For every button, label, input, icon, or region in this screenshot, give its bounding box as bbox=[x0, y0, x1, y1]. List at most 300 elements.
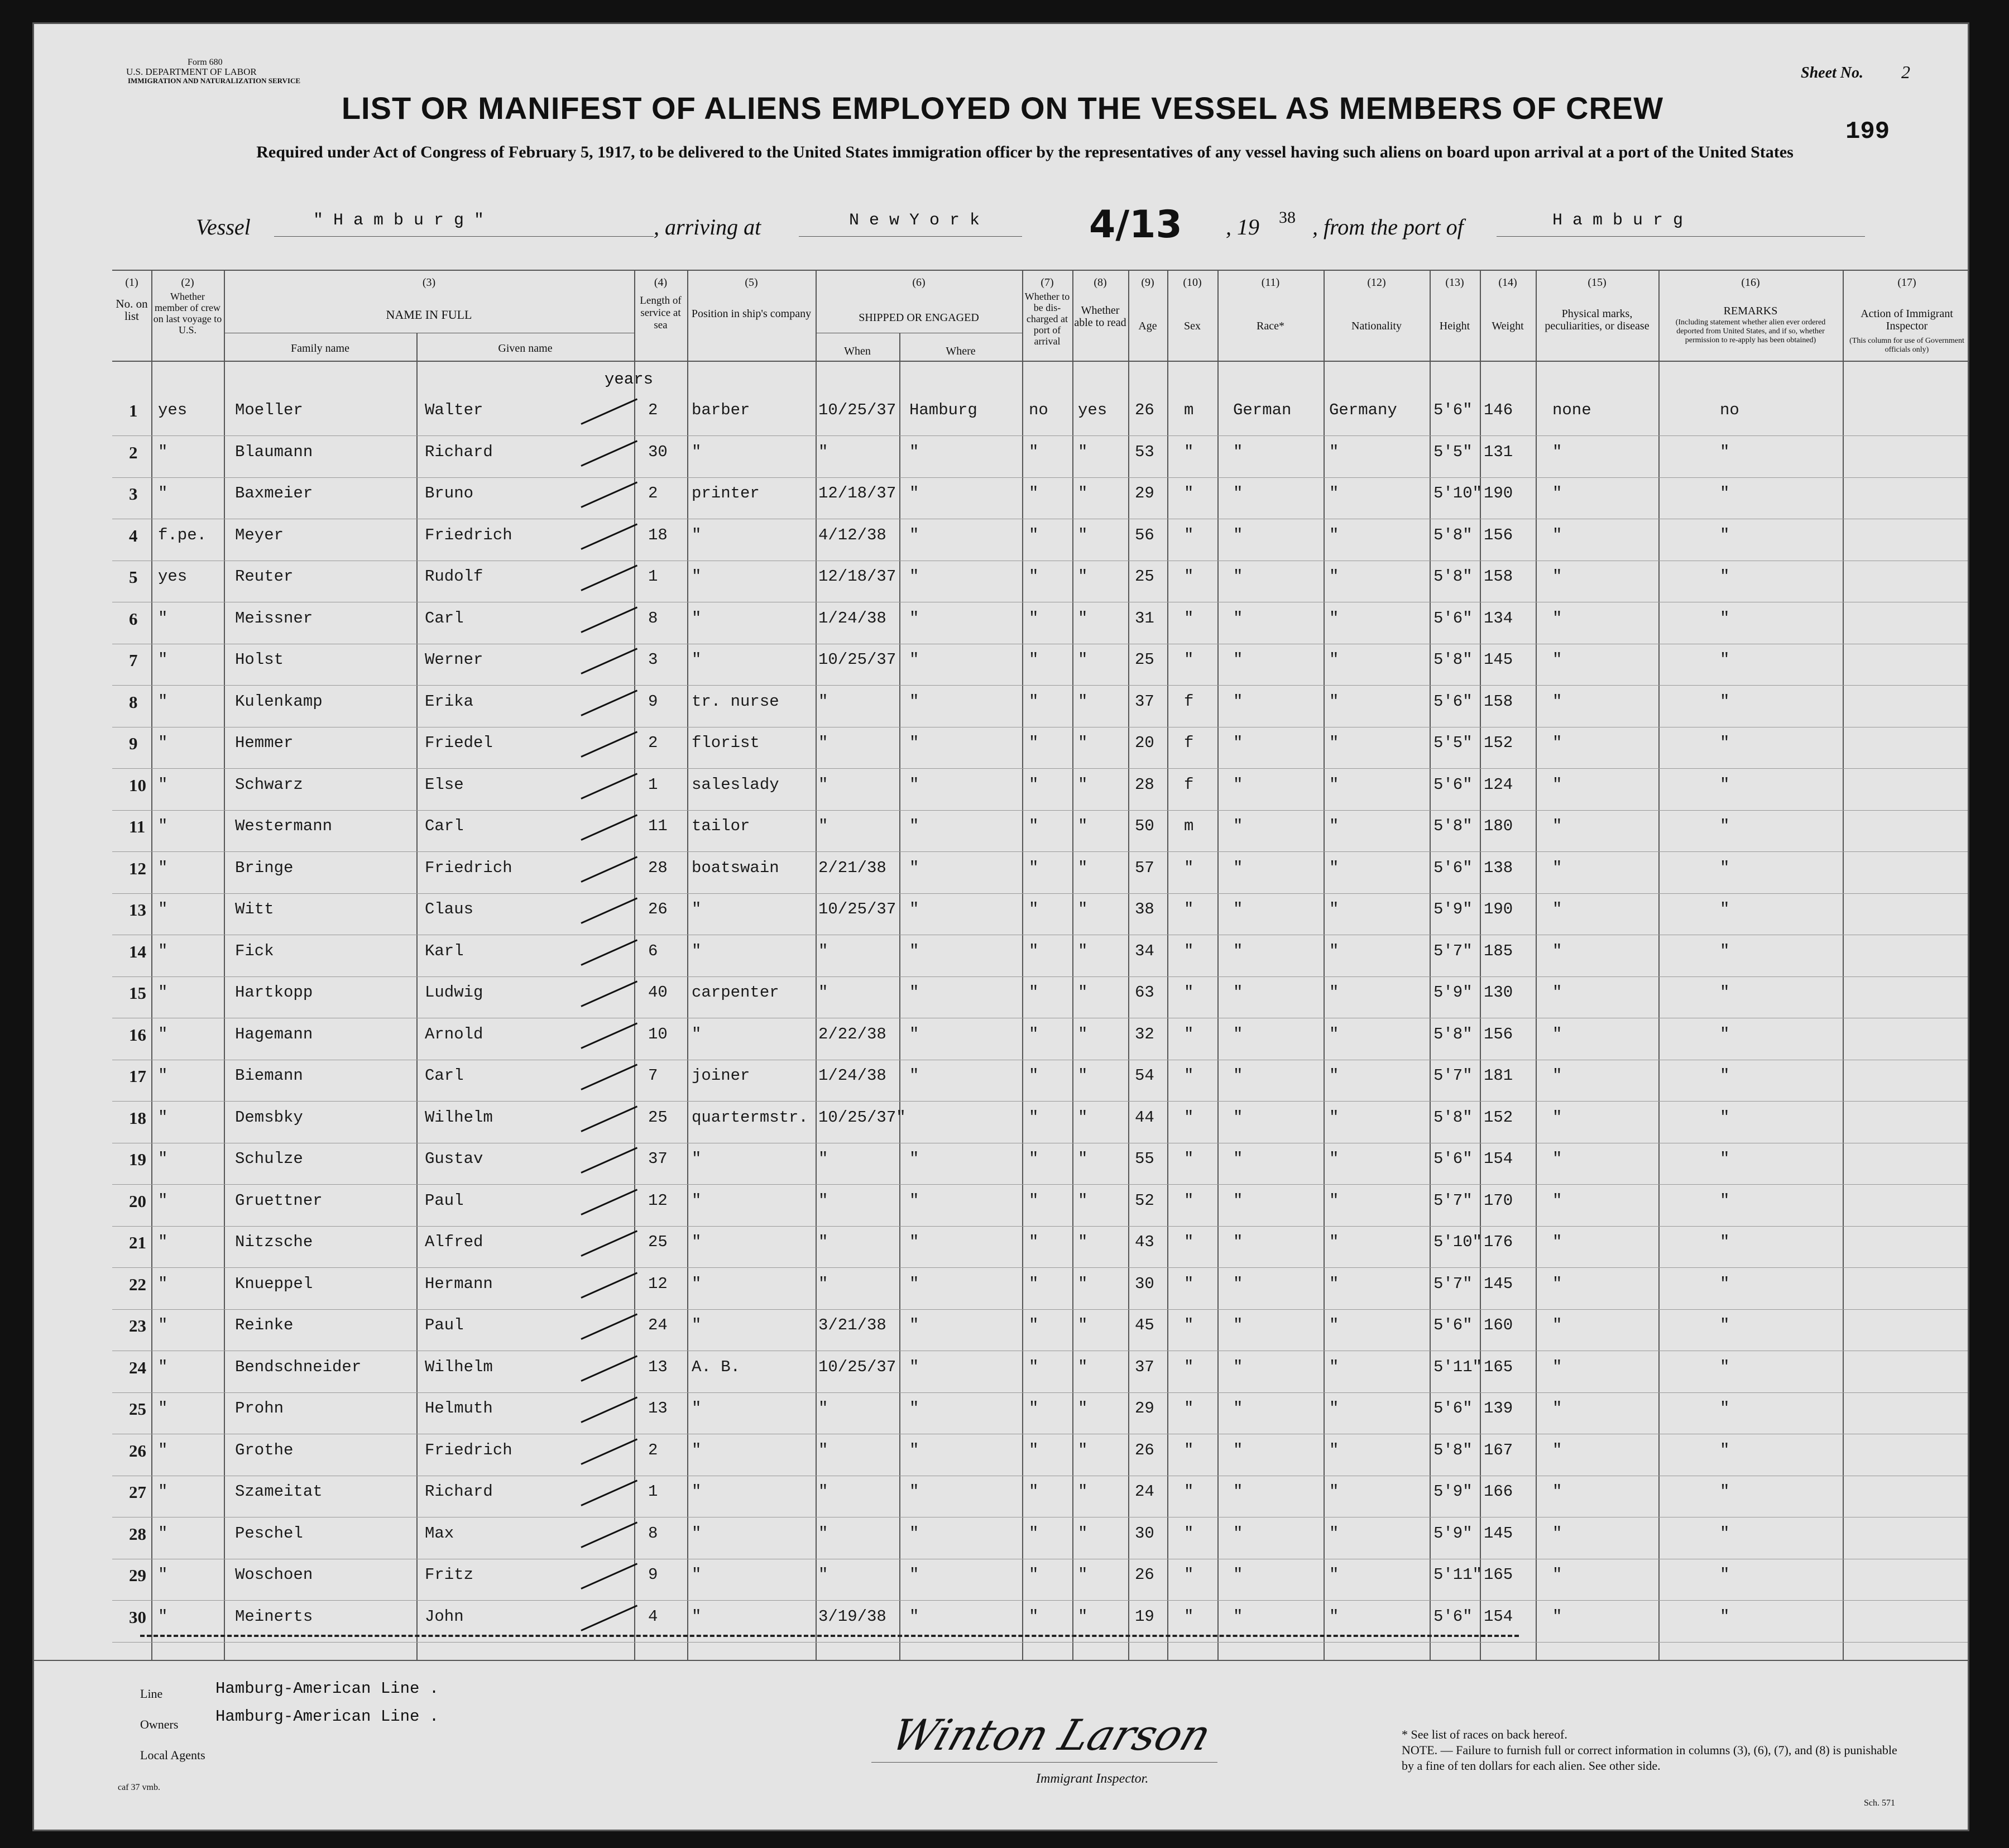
crew-cell: " bbox=[158, 1150, 168, 1168]
shipped-when: 2/22/38 bbox=[818, 1024, 886, 1043]
marks-cell: " bbox=[1552, 1482, 1562, 1501]
race-cell: " bbox=[1233, 609, 1243, 628]
race-cell: " bbox=[1233, 692, 1243, 711]
age-cell: 54 bbox=[1135, 1066, 1154, 1085]
age-cell: 19 bbox=[1135, 1607, 1154, 1626]
row-rule bbox=[112, 893, 1969, 894]
age-cell: 25 bbox=[1135, 650, 1154, 669]
shipped-where: " bbox=[909, 1024, 919, 1043]
remarks-cell: " bbox=[1720, 1274, 1730, 1293]
remarks-cell: " bbox=[1720, 900, 1730, 918]
position-cell: " bbox=[692, 609, 702, 628]
remarks-cell: " bbox=[1720, 567, 1730, 586]
weight-cell: 146 bbox=[1484, 401, 1513, 419]
family-name: Demsbky bbox=[235, 1108, 303, 1127]
marks-cell: " bbox=[1552, 1150, 1562, 1168]
check-mark bbox=[581, 1189, 637, 1215]
sex-cell: " bbox=[1184, 1607, 1194, 1626]
position-cell: " bbox=[692, 1274, 702, 1293]
col-number-11: (11) bbox=[1261, 276, 1280, 289]
sex-cell: " bbox=[1184, 1524, 1194, 1543]
crew-cell: " bbox=[158, 650, 168, 669]
read-cell: " bbox=[1078, 1565, 1088, 1584]
marks-cell: none bbox=[1552, 401, 1591, 419]
given-name: Carl bbox=[425, 817, 464, 835]
discharged-cell: " bbox=[1029, 775, 1039, 794]
position-cell: " bbox=[692, 650, 702, 669]
agents-label: Local Agents bbox=[140, 1748, 205, 1762]
height-cell: 5'7" bbox=[1433, 1191, 1473, 1210]
weight-cell: 134 bbox=[1484, 609, 1513, 628]
age-cell: 32 bbox=[1135, 1024, 1154, 1043]
height-cell: 5'6" bbox=[1433, 609, 1473, 628]
col-header-service: Length of service at sea bbox=[640, 295, 682, 331]
shipped-when: 10/25/37 bbox=[818, 900, 896, 918]
from-label: , from the port of bbox=[1312, 214, 1464, 240]
given-name: Richard bbox=[425, 442, 493, 461]
row-number: 17 bbox=[129, 1066, 146, 1086]
row-number: 13 bbox=[129, 900, 146, 920]
age-cell: 26 bbox=[1135, 1440, 1154, 1459]
age-cell: 53 bbox=[1135, 442, 1154, 461]
arriving-label: , arriving at bbox=[654, 214, 761, 240]
shipped-where: " bbox=[909, 692, 919, 711]
height-cell: 5'8" bbox=[1433, 1108, 1473, 1127]
remarks-cell: " bbox=[1720, 484, 1730, 502]
family-name: Moeller bbox=[235, 401, 303, 419]
service-name: IMMIGRATION AND NATURALIZATION SERVICE bbox=[128, 76, 301, 85]
penalty-note: NOTE. — Failure to furnish full or correct information in columns (3), (6), (7), and (8) is punishable by a fine of ten dollars for each alien. See other side. bbox=[1402, 1743, 1897, 1773]
race-cell: " bbox=[1233, 941, 1243, 960]
position-cell: " bbox=[692, 525, 702, 544]
read-cell: " bbox=[1078, 1233, 1088, 1251]
read-cell: " bbox=[1078, 1191, 1088, 1210]
shipped-where: " bbox=[909, 775, 919, 794]
check-mark bbox=[581, 1480, 637, 1506]
height-cell: 5'9" bbox=[1433, 1482, 1473, 1501]
row-rule bbox=[112, 435, 1969, 436]
height-cell: 5'6" bbox=[1433, 775, 1473, 794]
check-mark bbox=[581, 1064, 637, 1090]
family-name: Prohn bbox=[235, 1399, 284, 1418]
check-mark bbox=[581, 1521, 637, 1548]
position-cell: " bbox=[692, 1150, 702, 1168]
marks-cell: " bbox=[1552, 941, 1562, 960]
marks-cell: " bbox=[1552, 1440, 1562, 1459]
row-number: 14 bbox=[129, 941, 146, 961]
sex-cell: " bbox=[1184, 1357, 1194, 1376]
remarks-cell: " bbox=[1720, 442, 1730, 461]
sex-cell: " bbox=[1184, 1108, 1194, 1127]
shipped-where: " bbox=[909, 1233, 919, 1251]
read-cell: " bbox=[1078, 775, 1088, 794]
given-name: Fritz bbox=[425, 1565, 474, 1584]
row-number: 12 bbox=[129, 858, 146, 878]
arrival-date: 4/13 bbox=[1089, 203, 1182, 247]
years-label: years bbox=[605, 370, 654, 389]
remarks-cell: " bbox=[1720, 525, 1730, 544]
marks-cell: " bbox=[1552, 692, 1562, 711]
shipped-when: " bbox=[818, 983, 828, 1002]
shipped-where: Hamburg bbox=[909, 401, 977, 419]
service-length: 25 bbox=[648, 1233, 668, 1251]
check-mark bbox=[581, 606, 637, 633]
crew-cell: " bbox=[158, 1316, 168, 1334]
crew-cell: " bbox=[158, 983, 168, 1002]
marks-cell: " bbox=[1552, 1316, 1562, 1334]
check-mark bbox=[581, 1355, 637, 1381]
nationality-cell: " bbox=[1329, 1524, 1339, 1543]
race-cell: " bbox=[1233, 1233, 1243, 1251]
remarks-cell: " bbox=[1720, 1399, 1730, 1418]
nationality-cell: " bbox=[1329, 1357, 1339, 1376]
row-rule bbox=[112, 1101, 1969, 1102]
service-length: 30 bbox=[648, 442, 668, 461]
row-rule bbox=[112, 976, 1969, 977]
row-rule bbox=[112, 851, 1969, 852]
weight-cell: 145 bbox=[1484, 1524, 1513, 1543]
height-cell: 5'10" bbox=[1433, 484, 1483, 502]
race-cell: " bbox=[1233, 1482, 1243, 1501]
sex-cell: " bbox=[1184, 567, 1194, 586]
line-value: Hamburg-American Line . bbox=[215, 1679, 439, 1698]
nationality-cell: " bbox=[1329, 1191, 1339, 1210]
nationality-cell: " bbox=[1329, 692, 1339, 711]
crew-cell: " bbox=[158, 1108, 168, 1127]
given-name: Friedrich bbox=[425, 525, 512, 544]
sex-cell: f bbox=[1184, 775, 1194, 794]
position-cell: boatswain bbox=[692, 858, 779, 877]
position-cell: A. B. bbox=[692, 1357, 741, 1376]
remarks-cell: " bbox=[1720, 1233, 1730, 1251]
check-mark bbox=[581, 1563, 637, 1589]
height-cell: 5'6" bbox=[1433, 1150, 1473, 1168]
race-cell: " bbox=[1233, 1524, 1243, 1543]
race-cell: " bbox=[1233, 1191, 1243, 1210]
shipped-when: " bbox=[818, 1524, 828, 1543]
discharged-cell: " bbox=[1029, 1191, 1039, 1210]
shipped-when: 10/25/37 bbox=[818, 650, 896, 669]
check-mark bbox=[581, 856, 637, 882]
nationality-cell: " bbox=[1329, 1024, 1339, 1043]
col-number-5: (5) bbox=[745, 276, 758, 289]
service-length: 13 bbox=[648, 1399, 668, 1418]
weight-cell: 145 bbox=[1484, 1274, 1513, 1293]
owners-label: Owners bbox=[140, 1717, 179, 1731]
crew-cell: " bbox=[158, 900, 168, 918]
height-cell: 5'11" bbox=[1433, 1357, 1483, 1376]
family-name: Meyer bbox=[235, 525, 284, 544]
discharged-cell: " bbox=[1029, 1565, 1039, 1584]
crew-cell: " bbox=[158, 1357, 168, 1376]
service-length: 25 bbox=[648, 1108, 668, 1127]
nationality-cell: " bbox=[1329, 442, 1339, 461]
sheet-number: 2 bbox=[1901, 62, 1910, 82]
given-name: Friedel bbox=[425, 734, 493, 752]
crew-cell: " bbox=[158, 484, 168, 502]
family-name: Witt bbox=[235, 900, 274, 918]
row-number: 30 bbox=[129, 1607, 146, 1627]
nationality-cell: " bbox=[1329, 1066, 1339, 1085]
nationality-cell: " bbox=[1329, 484, 1339, 502]
races-note: * See list of races on back hereof. bbox=[1402, 1727, 1567, 1741]
position-cell: " bbox=[692, 1607, 702, 1626]
family-name: Woschoen bbox=[235, 1565, 313, 1584]
service-length: 1 bbox=[648, 775, 658, 794]
remarks-cell: " bbox=[1720, 734, 1730, 752]
row-number: 4 bbox=[129, 525, 138, 545]
sex-cell: " bbox=[1184, 1316, 1194, 1334]
sex-cell: " bbox=[1184, 1482, 1194, 1501]
nationality-cell: " bbox=[1329, 817, 1339, 835]
col-number-4: (4) bbox=[654, 276, 668, 289]
col-header-age: Age bbox=[1138, 320, 1157, 332]
row-number: 19 bbox=[129, 1150, 146, 1169]
read-cell: " bbox=[1078, 1024, 1088, 1043]
family-name: Reuter bbox=[235, 567, 294, 586]
shipped-where: " bbox=[909, 1482, 919, 1501]
shipped-when: " bbox=[818, 1482, 828, 1501]
service-length: 1 bbox=[648, 1482, 658, 1501]
given-name: John bbox=[425, 1607, 464, 1626]
col-number-8: (8) bbox=[1094, 276, 1107, 289]
remarks-cell: " bbox=[1720, 1482, 1730, 1501]
discharged-cell: " bbox=[1029, 1607, 1039, 1626]
nationality-cell: " bbox=[1329, 1316, 1339, 1334]
shipped-when: 10/25/37 bbox=[818, 401, 896, 419]
shipped-when: " bbox=[818, 817, 828, 835]
col-number-3: (3) bbox=[422, 276, 436, 289]
remarks-cell: " bbox=[1720, 609, 1730, 628]
weight-cell: 176 bbox=[1484, 1233, 1513, 1251]
remarks-cell: " bbox=[1720, 775, 1730, 794]
discharged-cell: " bbox=[1029, 1316, 1039, 1334]
read-cell: " bbox=[1078, 1357, 1088, 1376]
remarks-cell: " bbox=[1720, 1565, 1730, 1584]
weight-cell: 131 bbox=[1484, 442, 1513, 461]
given-name: Paul bbox=[425, 1191, 464, 1210]
given-name: Bruno bbox=[425, 484, 474, 502]
weight-cell: 166 bbox=[1484, 1482, 1513, 1501]
position-cell: " bbox=[692, 1482, 702, 1501]
signature-line bbox=[871, 1762, 1217, 1763]
position-cell: " bbox=[692, 442, 702, 461]
read-cell: " bbox=[1078, 1524, 1088, 1543]
col-header-nationality: Nationality bbox=[1351, 320, 1402, 332]
service-length: 12 bbox=[648, 1274, 668, 1293]
position-cell: barber bbox=[692, 401, 750, 419]
col-number-6: (6) bbox=[912, 276, 926, 289]
col-number-14: (14) bbox=[1498, 276, 1517, 289]
given-name: Karl bbox=[425, 941, 464, 960]
marks-cell: " bbox=[1552, 650, 1562, 669]
height-cell: 5'8" bbox=[1433, 1024, 1473, 1043]
check-mark bbox=[581, 398, 637, 424]
col-header-weight: Weight bbox=[1492, 320, 1524, 332]
shipped-when: " bbox=[818, 1191, 828, 1210]
shipped-where: " bbox=[909, 1191, 919, 1210]
remarks-cell: " bbox=[1720, 1108, 1730, 1127]
discharged-cell: " bbox=[1029, 1482, 1039, 1501]
read-cell: " bbox=[1078, 1607, 1088, 1626]
crew-cell: " bbox=[158, 1607, 168, 1626]
family-name: Schwarz bbox=[235, 775, 303, 794]
check-mark bbox=[581, 773, 637, 799]
shipped-when: 4/12/38 bbox=[818, 525, 886, 544]
read-cell: " bbox=[1078, 567, 1088, 586]
family-name: Bringe bbox=[235, 858, 294, 877]
given-name: Walter bbox=[425, 401, 483, 419]
given-name: Helmuth bbox=[425, 1399, 493, 1418]
age-cell: 37 bbox=[1135, 692, 1154, 711]
shipped-when: 10/25/37" bbox=[818, 1108, 906, 1127]
row-rule bbox=[112, 685, 1969, 686]
height-cell: 5'6" bbox=[1433, 401, 1473, 419]
remarks-cell: " bbox=[1720, 858, 1730, 877]
row-number: 22 bbox=[129, 1274, 146, 1294]
nationality-cell: " bbox=[1329, 1274, 1339, 1293]
crew-cell: " bbox=[158, 1191, 168, 1210]
weight-cell: 165 bbox=[1484, 1357, 1513, 1376]
height-cell: 5'8" bbox=[1433, 650, 1473, 669]
family-name: Westermann bbox=[235, 817, 333, 835]
age-cell: 29 bbox=[1135, 1399, 1154, 1418]
read-cell: " bbox=[1078, 692, 1088, 711]
row-number: 9 bbox=[129, 734, 138, 753]
crew-cell: " bbox=[158, 734, 168, 752]
col-number-7: (7) bbox=[1041, 276, 1054, 289]
sex-cell: f bbox=[1184, 734, 1194, 752]
service-length: 40 bbox=[648, 983, 668, 1002]
read-cell: " bbox=[1078, 817, 1088, 835]
col-header-marks: Physical marks, peculiarities, or disease bbox=[1545, 308, 1650, 332]
row-rule bbox=[112, 1392, 1969, 1393]
shipped-where: " bbox=[909, 1524, 919, 1543]
weight-cell: 139 bbox=[1484, 1399, 1513, 1418]
marks-cell: " bbox=[1552, 817, 1562, 835]
shipped-when: " bbox=[818, 734, 828, 752]
inspector-signature: Winton Larson bbox=[885, 1710, 1217, 1760]
remarks-cell: no bbox=[1720, 401, 1739, 419]
position-cell: " bbox=[692, 1565, 702, 1584]
sex-cell: " bbox=[1184, 1191, 1194, 1210]
nationality-cell: " bbox=[1329, 525, 1339, 544]
col-header-position: Position in ship's company bbox=[691, 308, 812, 320]
service-length: 4 bbox=[648, 1607, 658, 1626]
given-name: Claus bbox=[425, 900, 474, 918]
col-header-name: NAME IN FULL bbox=[386, 308, 472, 322]
marks-cell: " bbox=[1552, 1565, 1562, 1584]
remarks-cell: " bbox=[1720, 983, 1730, 1002]
family-name: Baxmeier bbox=[235, 484, 313, 502]
discharged-cell: " bbox=[1029, 734, 1039, 752]
manifest-subtitle: Required under Act of Congress of February 5, 1917, to be delivered to the United States immigration officer by the representatives of any vessel having such aliens on board upon arrival at a port of the United States bbox=[256, 143, 1794, 161]
position-cell: " bbox=[692, 1399, 702, 1418]
service-length: 10 bbox=[648, 1024, 668, 1043]
race-cell: " bbox=[1233, 1399, 1243, 1418]
family-name: Holst bbox=[235, 650, 284, 669]
row-number: 3 bbox=[129, 484, 138, 504]
discharged-cell: " bbox=[1029, 941, 1039, 960]
read-cell: " bbox=[1078, 734, 1088, 752]
position-cell: saleslady bbox=[692, 775, 779, 794]
age-cell: 37 bbox=[1135, 1357, 1154, 1376]
check-mark bbox=[581, 648, 637, 674]
row-number: 16 bbox=[129, 1024, 146, 1045]
marks-cell: " bbox=[1552, 1233, 1562, 1251]
vessel-label: Vessel bbox=[196, 214, 251, 240]
read-cell: " bbox=[1078, 442, 1088, 461]
row-number: 26 bbox=[129, 1440, 146, 1461]
position-cell: " bbox=[692, 567, 702, 586]
check-mark bbox=[581, 1105, 637, 1132]
shipped-where: " bbox=[909, 484, 919, 502]
given-name: Richard bbox=[425, 1482, 493, 1501]
shipped-when: 1/24/38 bbox=[818, 1066, 886, 1085]
sex-cell: " bbox=[1184, 525, 1194, 544]
race-cell: " bbox=[1233, 1024, 1243, 1043]
race-cell: " bbox=[1233, 1108, 1243, 1127]
given-name: Gustav bbox=[425, 1150, 483, 1168]
age-cell: 24 bbox=[1135, 1482, 1154, 1501]
marks-cell: " bbox=[1552, 1066, 1562, 1085]
crew-cell: " bbox=[158, 609, 168, 628]
nationality-cell: " bbox=[1329, 983, 1339, 1002]
family-name: Kulenkamp bbox=[235, 692, 323, 711]
position-cell: " bbox=[692, 1191, 702, 1210]
height-cell: 5'10" bbox=[1433, 1233, 1483, 1251]
shipped-when: 3/21/38 bbox=[818, 1316, 886, 1334]
crew-cell: " bbox=[158, 775, 168, 794]
service-length: 3 bbox=[648, 650, 658, 669]
row-number: 1 bbox=[129, 401, 138, 420]
height-cell: 5'9" bbox=[1433, 1524, 1473, 1543]
check-mark bbox=[581, 1313, 637, 1339]
height-cell: 5'6" bbox=[1433, 858, 1473, 877]
col-header-given: Given name bbox=[498, 342, 553, 355]
col-header-remarks: REMARKS bbox=[1723, 305, 1778, 317]
family-name: Meinerts bbox=[235, 1607, 313, 1626]
crew-cell: yes bbox=[158, 567, 188, 586]
weight-cell: 156 bbox=[1484, 525, 1513, 544]
crew-cell: f.pe. bbox=[158, 525, 207, 544]
shipped-where: " bbox=[909, 567, 919, 586]
marks-cell: " bbox=[1552, 525, 1562, 544]
service-length: 28 bbox=[648, 858, 668, 877]
remarks-cell: " bbox=[1720, 1357, 1730, 1376]
age-cell: 29 bbox=[1135, 484, 1154, 502]
weight-cell: 181 bbox=[1484, 1066, 1513, 1085]
read-cell: " bbox=[1078, 1108, 1088, 1127]
shipped-when: " bbox=[818, 1233, 828, 1251]
marks-cell: " bbox=[1552, 1357, 1562, 1376]
age-cell: 55 bbox=[1135, 1150, 1154, 1168]
service-length: 9 bbox=[648, 692, 658, 711]
col-header-sex: Sex bbox=[1184, 320, 1201, 332]
position-cell: " bbox=[692, 1233, 702, 1251]
shipped-where: " bbox=[909, 900, 919, 918]
check-mark bbox=[581, 564, 637, 591]
row-number: 27 bbox=[129, 1482, 146, 1502]
race-cell: " bbox=[1233, 567, 1243, 586]
marks-cell: " bbox=[1552, 1399, 1562, 1418]
shipped-where: " bbox=[909, 1274, 919, 1293]
remarks-cell: " bbox=[1720, 692, 1730, 711]
age-cell: 43 bbox=[1135, 1233, 1154, 1251]
row-rule bbox=[112, 1267, 1969, 1268]
remarks-cell: " bbox=[1720, 1440, 1730, 1459]
race-cell: " bbox=[1233, 1565, 1243, 1584]
